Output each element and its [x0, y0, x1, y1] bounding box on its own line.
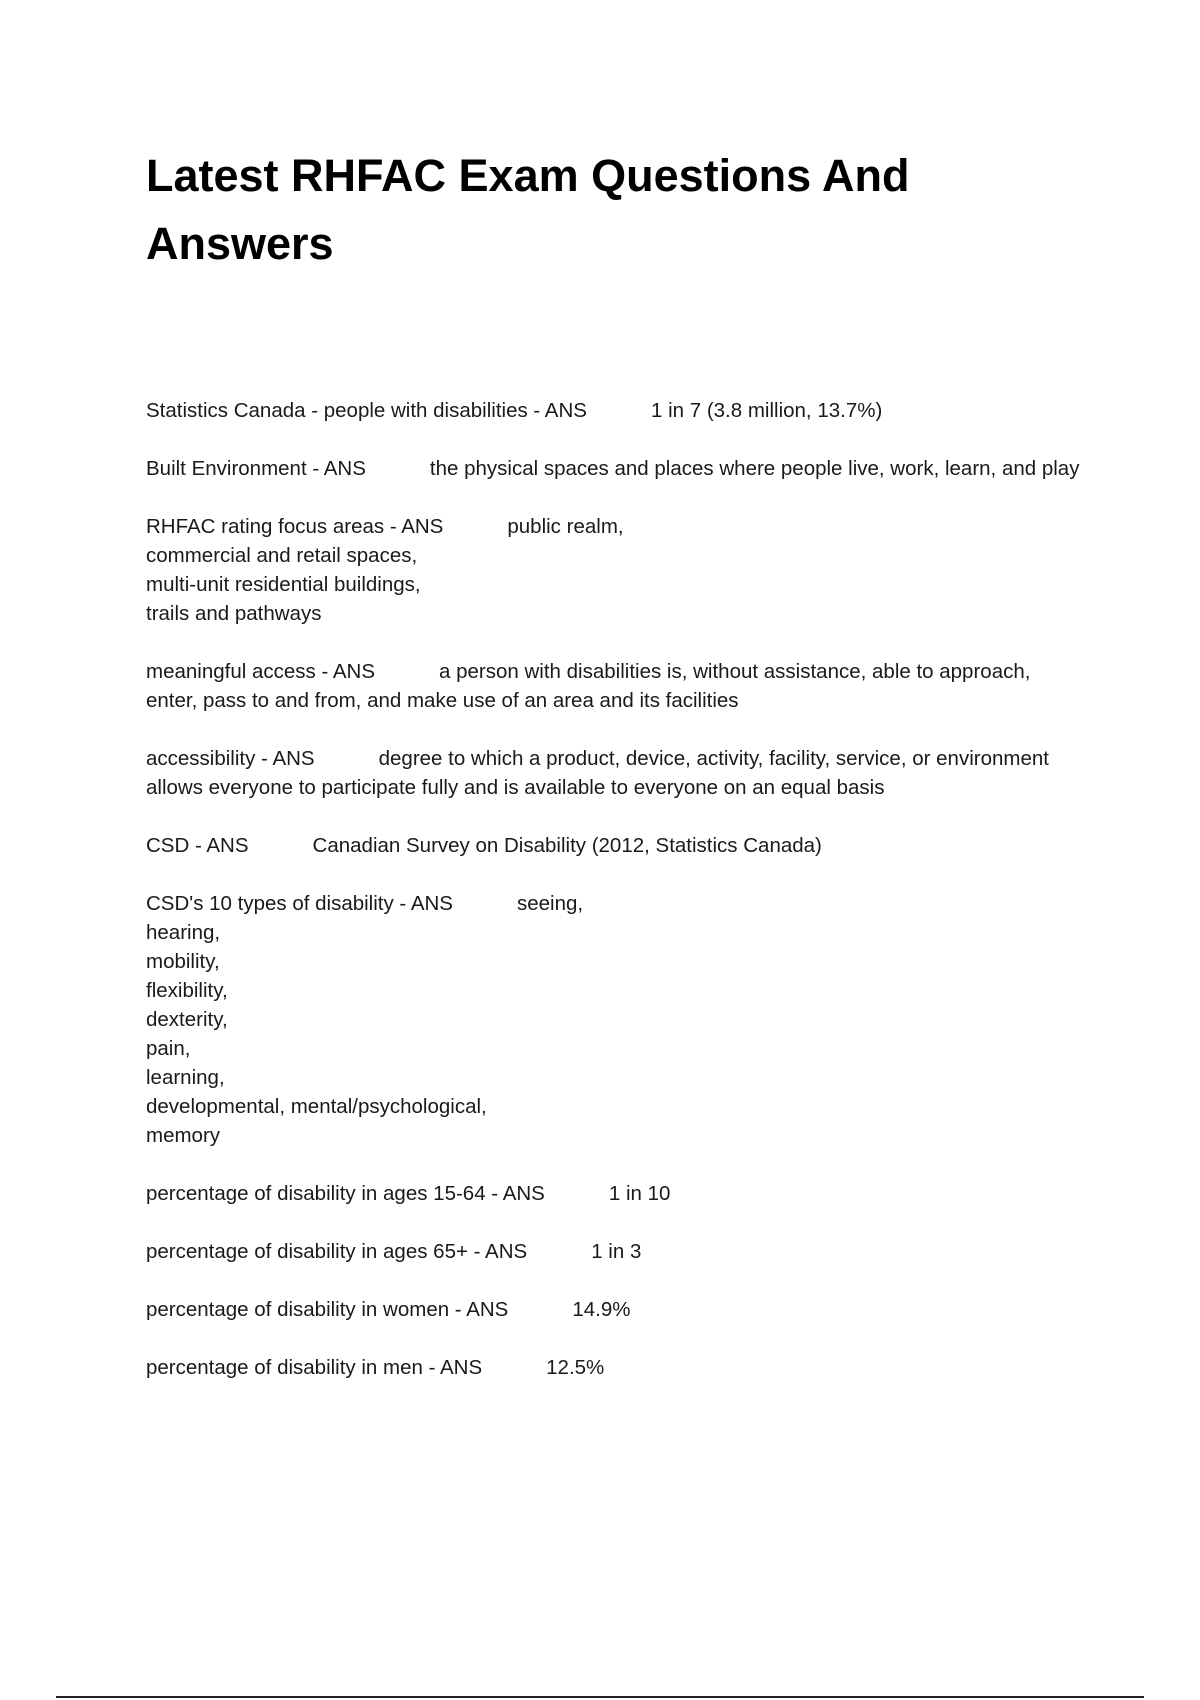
- qa-term: Built Environment - ANS: [146, 457, 366, 480]
- qa-item: [146, 744, 1086, 802]
- qa-term: percentage of disability in women - ANS: [146, 1298, 509, 1321]
- qa-item: [146, 1237, 1086, 1266]
- qa-list: [146, 396, 1086, 1411]
- qa-answer: 14.9%: [572, 1298, 631, 1321]
- qa-answer: 12.5%: [546, 1356, 605, 1379]
- qa-item: [146, 454, 1086, 483]
- qa-term: RHFAC rating focus areas - ANS: [146, 515, 444, 538]
- qa-item: [146, 396, 1086, 425]
- qa-term: Statistics Canada - people with disabilities - ANS: [146, 399, 587, 422]
- qa-answer: 1 in 10: [608, 1182, 671, 1205]
- qa-answer: the physical spaces and places where people live, work, learn, and play: [429, 457, 1080, 480]
- qa-item: [146, 831, 1086, 860]
- qa-answer: public realm, commercial and retail spaces, multi-unit residential buildings, trails and pathways: [146, 515, 624, 625]
- qa-term: percentage of disability in ages 15-64 - ANS: [146, 1182, 545, 1205]
- qa-term: percentage of disability in men - ANS: [146, 1356, 483, 1379]
- page-title: Latest RHFAC Exam Questions And Answers: [146, 150, 910, 269]
- qa-term: accessibility - ANS: [146, 747, 315, 770]
- qa-term: CSD's 10 types of disability - ANS: [146, 892, 453, 915]
- qa-term: CSD - ANS: [146, 834, 249, 857]
- qa-answer: seeing, hearing, mobility, flexibility, dexterity, pain, learning, developmental, mental/psychological, memory: [146, 892, 584, 1147]
- qa-answer: a person with disabilities is, without assistance, able to approach, enter, pass to and from, and make use of an area and its facilities: [146, 660, 1031, 712]
- qa-answer: 1 in 3: [591, 1240, 642, 1263]
- qa-answer: Canadian Survey on Disability (2012, Statistics Canada): [312, 834, 822, 857]
- qa-item: [146, 1295, 1086, 1324]
- qa-item: [146, 657, 1086, 715]
- qa-item: [146, 1353, 1086, 1382]
- qa-term: percentage of disability in ages 65+ - ANS: [146, 1240, 528, 1263]
- qa-answer: 1 in 7 (3.8 million, 13.7%): [650, 399, 883, 422]
- qa-term: meaningful access - ANS: [146, 660, 376, 683]
- qa-item: [146, 889, 1086, 1150]
- qa-item: [146, 512, 1086, 628]
- footer-divider: [56, 1696, 1144, 1698]
- qa-answer: degree to which a product, device, activity, facility, service, or environment allows everyone to participate fully and is available to everyone on an equal basis: [146, 747, 1049, 799]
- qa-item: [146, 1179, 1086, 1208]
